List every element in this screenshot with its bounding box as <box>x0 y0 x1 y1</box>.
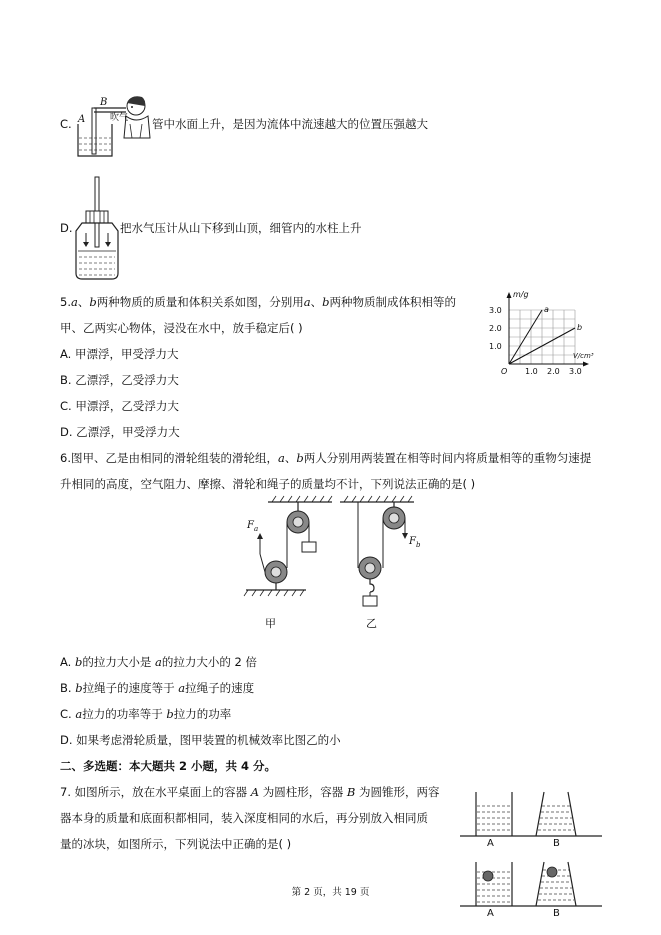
q7-var-a: A <box>250 785 260 799</box>
q6-tail: 两人分别用两装置在相等时间内将质量相等的重物匀速提 <box>303 451 592 465</box>
q6-number: 6. <box>60 451 71 465</box>
q5-var-b: b <box>89 295 97 309</box>
y-tick-label: 3.0 <box>489 306 502 315</box>
option-c-text: 管中水面上升，是因为流体中流速越大的位置压强越大 <box>152 117 428 131</box>
containers-figure <box>456 786 606 920</box>
q6-b-post: 拉绳子的速度 <box>185 681 255 695</box>
q6-sep: 、 <box>284 451 297 465</box>
q5-choice-c: C. 甲漂浮，乙受浮力大 <box>60 399 179 413</box>
q6-b-v1: b <box>75 681 83 695</box>
q6-a-post: 的拉力大小的 2 倍 <box>161 655 258 669</box>
y-axis-arrow <box>507 292 512 298</box>
option-d-letter: D. <box>60 221 73 235</box>
q6-c-v2: b <box>166 707 174 721</box>
container-b-bottom-label: B <box>553 908 560 919</box>
q7-mid: 为圆柱形，容器 <box>259 785 347 799</box>
x-tick-label: 3.0 <box>569 367 582 376</box>
q5-var-b2: b <box>322 295 330 309</box>
container-b-top-label: B <box>553 838 560 849</box>
q5-choice-a: A. 甲漂浮，甲受浮力大 <box>60 347 179 361</box>
blow-label: 吹气 <box>110 113 129 123</box>
option-d-text: 把水气压计从山下移到山顶，细管内的水柱上升 <box>120 221 362 235</box>
section-title: 二、多选题：本大题共 2 小题，共 4 分。 <box>60 759 277 773</box>
q5-var-a: a <box>70 295 78 309</box>
mass-volume-chart <box>487 288 605 380</box>
q7-line3: 量的冰块，如图所示，下列说法中正确的是( ) <box>60 837 292 851</box>
figure-yi-label: 乙 <box>366 617 377 630</box>
q6-a-pre: A. <box>60 655 75 669</box>
series-label-a: a <box>544 305 549 314</box>
q5-var-a2: a <box>303 295 311 309</box>
x-tick-label: 1.0 <box>525 367 538 376</box>
x-axis-label: V/cm³ <box>573 352 594 360</box>
q6-a-mid: 的拉力大小是 <box>82 655 156 669</box>
q6-b-pre: B. <box>60 681 76 695</box>
force-fb-label <box>409 536 420 549</box>
q6-var-a: a <box>277 451 285 465</box>
q6-a-v2: a <box>155 655 162 669</box>
q5-sep: 、 <box>77 295 90 309</box>
q5-text2: 两种物质制成体积相等的 <box>329 295 456 309</box>
y-tick-label: 1.0 <box>489 342 502 351</box>
q5-line2: 甲、乙两实心物体，浸没在水中，放手稳定后( ) <box>60 321 303 335</box>
force-fa-label <box>247 520 258 533</box>
q6-line2: 升相同的高度，空气阻力、摩擦、滑轮和绳子的质量均不计，下列说法正确的是( ) <box>60 477 476 491</box>
q6-c-mid: 拉力的功率等于 <box>82 707 167 721</box>
q6-choice-a <box>60 655 257 670</box>
q7-line2: 器本身的质量和底面积都相同，装入深度相同的水后，再分别放入相同质 <box>60 811 428 825</box>
q6-c-post: 拉力的功率 <box>173 707 232 721</box>
force-fa-letter: F <box>247 520 254 531</box>
q6-choice-c <box>60 707 231 722</box>
container-a-top-label: A <box>487 838 494 849</box>
q6-choice-b <box>60 681 254 696</box>
force-fb-sub: b <box>415 541 421 549</box>
origin-label: O <box>501 367 508 376</box>
x-axis-arrow <box>583 362 589 367</box>
y-tick-label: 2.0 <box>489 324 502 333</box>
q5-choice-b: B. 乙漂浮，乙受浮力大 <box>60 373 179 387</box>
q7-pre: 7. 如图所示，放在水平桌面上的容器 <box>60 785 251 799</box>
q5-sep2: 、 <box>310 295 323 309</box>
force-fb-letter: F <box>409 536 416 547</box>
figure-jia-label: 甲 <box>265 617 276 630</box>
q6-c-v1: a <box>75 707 83 721</box>
q6-line1 <box>60 451 591 466</box>
q5-text1: 两种物质的质量和体积关系如图，分别用 <box>96 295 304 309</box>
q6-b-mid: 拉绳子的速度等于 <box>82 681 179 695</box>
q6-text1: 图甲、乙是由相同的滑轮组装的滑轮组， <box>70 451 278 465</box>
q5-choice-d: D. 乙漂浮，甲受浮力大 <box>60 425 180 439</box>
series-label-b: b <box>577 323 583 332</box>
x-tick-label: 2.0 <box>547 367 560 376</box>
q5-line1 <box>60 295 456 310</box>
option-c-letter: C. <box>60 117 72 131</box>
force-fa-sub: a <box>253 525 259 533</box>
blow-tube-figure <box>74 94 154 160</box>
figure-label-b: B <box>100 97 108 108</box>
y-axis-label: m/g <box>513 290 529 299</box>
q7-post: 为圆锥形，两容 <box>355 785 440 799</box>
container-a-bottom-label: A <box>487 908 494 919</box>
q7-line1 <box>60 785 440 800</box>
pulley-figure <box>236 492 446 612</box>
q7-var-b: B <box>346 785 356 799</box>
q5-number: 5. <box>60 295 71 309</box>
barometer-bottle-figure <box>72 175 122 281</box>
q6-a-v1: b <box>74 655 83 669</box>
figure-label-a: A <box>78 114 86 125</box>
q6-var-b: b <box>296 451 304 465</box>
q6-b-v2: a <box>178 681 186 695</box>
q6-c-pre: C. <box>60 707 76 721</box>
q6-choice-d: D. 如果考虑滑轮质量，图甲装置的机械效率比图乙的小 <box>60 733 341 747</box>
page-footer: 第 2 页，共 19 页 <box>291 887 370 898</box>
